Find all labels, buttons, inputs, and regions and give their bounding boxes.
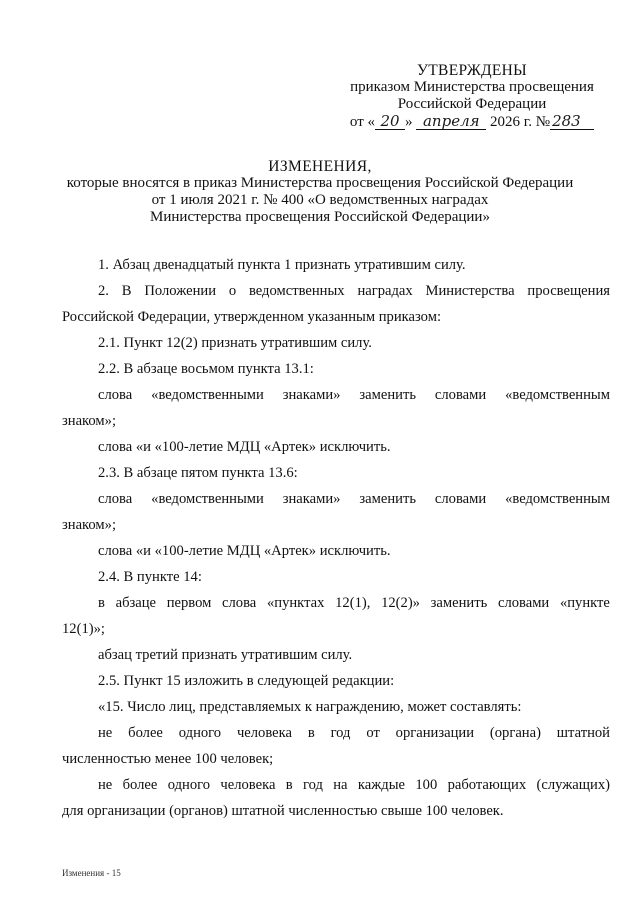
word: организации — [395, 725, 475, 741]
word: штатной — [556, 725, 610, 741]
word: в — [307, 725, 315, 741]
approval-line-1: приказом Министерства просвещения — [350, 79, 594, 95]
paragraph-2-line-1 — [98, 282, 610, 300]
word: знаками» — [282, 491, 341, 507]
word: «ведомственным — [505, 387, 610, 403]
paragraph-6: слова «и «100-летие МДЦ «Артек» исключить. — [98, 439, 391, 455]
word: (служащих) — [536, 777, 610, 793]
word: слова — [98, 491, 133, 507]
handwritten-day: 20 — [375, 114, 405, 130]
title-sub-3: Министерства просвещения Российской Федерации» — [150, 209, 490, 225]
word: одного — [167, 777, 211, 793]
word: в — [285, 777, 293, 793]
paragraph-11-line-1 — [98, 594, 610, 612]
word: о — [228, 283, 237, 299]
paragraph-13: 2.5. Пункт 15 изложить в следующей редакции: — [98, 673, 395, 689]
approval-line-2: Российской Федерации — [397, 96, 547, 112]
word: просвещения — [527, 283, 610, 299]
word: год — [302, 777, 323, 793]
word: не — [98, 777, 113, 793]
word: слова — [98, 387, 133, 403]
page-footer: Изменения - 15 — [62, 868, 121, 878]
paragraph-7: 2.3. В абзаце пятом пункта 13.6: — [98, 465, 298, 481]
word: человека — [220, 777, 276, 793]
word: 12(2)» — [381, 595, 420, 611]
approval-heading: УТВЕРЖДЕНЫ — [417, 62, 527, 79]
word: заменить — [430, 595, 488, 611]
word: «ведомственным — [505, 491, 610, 507]
word: Министерства — [425, 283, 515, 299]
word: заменить — [359, 387, 416, 403]
word: на — [333, 777, 348, 793]
word: знаками» — [282, 387, 341, 403]
paragraph-4: 2.2. В абзаце восьмом пункта 13.1: — [98, 361, 314, 377]
word: абзаце — [115, 595, 157, 611]
word: словами — [497, 595, 550, 611]
word: словами — [434, 491, 487, 507]
paragraph-8-line-2: знаком»; — [62, 517, 117, 533]
paragraph-2-line-2: Российской Федерации, утвержденном указанным приказом: — [62, 309, 441, 325]
date-prefix: от « — [349, 114, 376, 130]
word: более — [128, 725, 163, 741]
word: 100 — [415, 777, 438, 793]
word: «пункте — [559, 595, 610, 611]
handwritten-order-number: 283 — [550, 114, 594, 130]
paragraph-14: «15. Число лиц, представляемых к награждению, может составлять: — [98, 699, 522, 715]
word: 2. — [98, 283, 109, 299]
word: от — [366, 725, 380, 741]
paragraph-12: абзац третий признать утратившим силу. — [98, 647, 353, 663]
word: одного — [178, 725, 222, 741]
paragraph-16-line-1 — [98, 776, 610, 794]
word: заменить — [359, 491, 416, 507]
word: год — [330, 725, 351, 741]
paragraph-1: 1. Абзац двенадцатый пункта 1 признать утратившим силу. — [98, 257, 466, 273]
paragraph-3: 2.1. Пункт 12(2) признать утратившим силу. — [98, 335, 372, 351]
word: слова — [222, 595, 257, 611]
word: первом — [166, 595, 212, 611]
word: В — [121, 283, 132, 299]
paragraph-16-line-2: для организации (органов) штатной численностью свыше 100 человек. — [62, 803, 504, 819]
paragraph-8-line-1 — [98, 490, 610, 508]
word: работающих — [447, 777, 527, 793]
word: (органа) — [489, 725, 541, 741]
word: словами — [434, 387, 487, 403]
word: в — [98, 595, 105, 611]
title-sub-1: которые вносятся в приказ Министерства просвещения Российской Федерации — [66, 175, 574, 191]
word: наградах — [357, 283, 413, 299]
paragraph-11-line-2: 12(1)»; — [62, 621, 105, 637]
word: не — [98, 725, 113, 741]
date-mid: » — [405, 114, 413, 130]
word: «ведомственными — [151, 387, 264, 403]
handwritten-month: апреля — [416, 114, 486, 130]
paragraph-5-line-2: знаком»; — [62, 413, 117, 429]
word: человека — [236, 725, 292, 741]
paragraph-9: слова «и «100-летие МДЦ «Артек» исключить. — [98, 543, 391, 559]
title-sub-2: от 1 июля 2021 г. № 400 «О ведомственных наградах — [151, 192, 489, 208]
word: Положении — [144, 283, 217, 299]
word: «пунктах — [266, 595, 325, 611]
title-main: ИЗМЕНЕНИЯ, — [268, 158, 372, 175]
paragraph-15-line-2: численностью менее 100 человек; — [62, 751, 274, 767]
word: более — [122, 777, 158, 793]
word: ведомственных — [248, 283, 345, 299]
paragraph-5-line-1 — [98, 386, 610, 404]
paragraph-15-line-1 — [98, 724, 610, 742]
word: 12(1), — [335, 595, 371, 611]
word: каждые — [357, 777, 406, 793]
date-year: 2026 г. № — [490, 114, 551, 130]
paragraph-10: 2.4. В пункте 14: — [98, 569, 202, 585]
word: «ведомственными — [151, 491, 264, 507]
document-body — [62, 0, 610, 904]
